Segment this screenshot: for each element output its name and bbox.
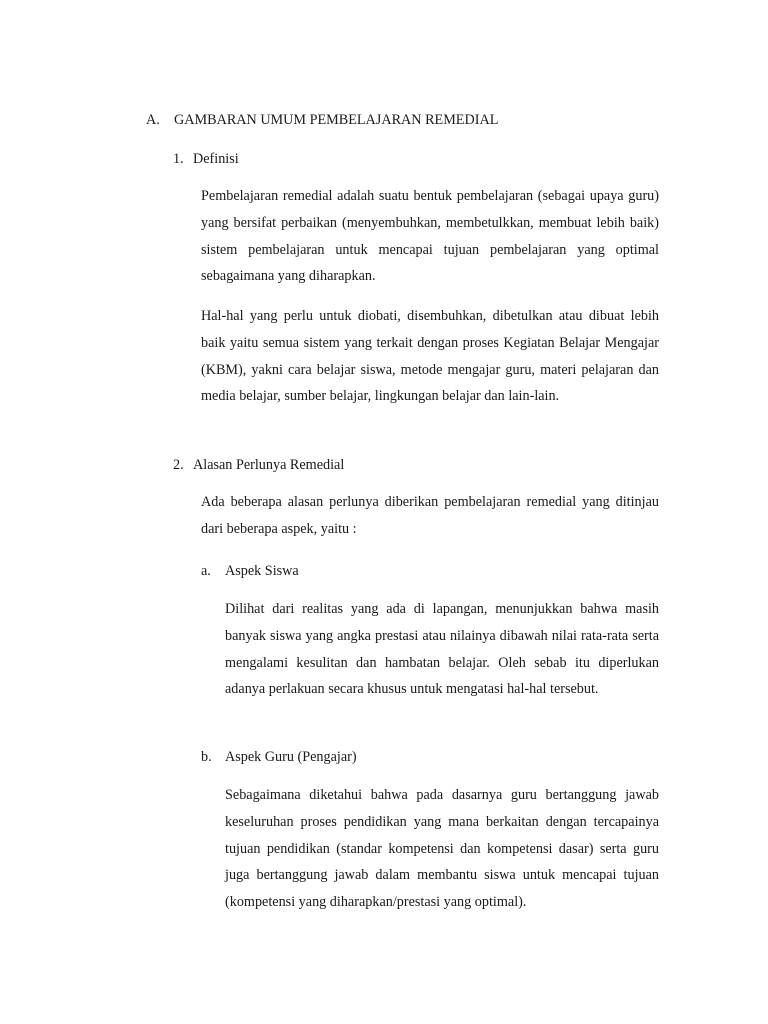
section-number: A. — [146, 112, 160, 128]
subsection-number: 1. — [173, 151, 184, 167]
aspect-letter: b. — [201, 749, 212, 765]
aspect-title: Aspek Siswa — [225, 563, 299, 579]
aspect-heading-guru — [201, 747, 357, 767]
definition-paragraph-2: Hal-hal yang perlu untuk diobati, disembuhkan, dibetulkan atau dibuat lebih baik yaitu semua sistem yang terkait dengan proses Kegiatan Belajar Mengajar (KBM), yakni cara belajar siswa, metode mengajar guru, materi pelajaran dan media belajar, sumber belajar, lingkungan belajar dan lain-lain. — [201, 308, 659, 405]
aspect-heading-siswa — [201, 561, 299, 581]
subsection-number: 2. — [173, 457, 184, 473]
aspect-title: Aspek Guru (Pengajar) — [225, 749, 357, 765]
section-title: GAMBARAN UMUM PEMBELAJARAN REMEDIAL — [174, 112, 499, 128]
subsection-title: Alasan Perlunya Remedial — [193, 457, 345, 473]
subsection-heading-alasan — [173, 455, 344, 475]
aspect-letter: a. — [201, 563, 211, 579]
subsection-title: Definisi — [193, 151, 239, 167]
aspect-guru-paragraph: Sebagaimana diketahui bahwa pada dasarnya guru bertanggung jawab keseluruhan proses pendidikan yang mana berkaitan dengan tercapainya tujuan pendidikan (standar kompetensi dan kompetensi dasar) serta guru juga bertanggung jawab dalam membantu siswa untuk mencapai tujuan (kompetensi yang diharapkan/prestasi yang optimal). — [225, 787, 659, 911]
subsection-heading-definisi — [173, 149, 239, 169]
section-heading — [146, 110, 646, 130]
definition-paragraph-1: Pembelajaran remedial adalah suatu bentuk pembelajaran (sebagai upaya guru) yang bersifat perbaikan (menyembuhkan, membetulkkan, membuat lebih baik) sistem pembelajaran untuk mencapai tujuan pembelajaran yang optimal sebagaimana yang diharapkan. — [201, 188, 659, 285]
alasan-intro-paragraph: Ada beberapa alasan perlunya diberikan pembelajaran remedial yang ditinjau dari beberapa aspek, yaitu : — [201, 494, 659, 537]
aspect-siswa-paragraph: Dilihat dari realitas yang ada di lapangan, menunjukkan bahwa masih banyak siswa yang angka prestasi atau nilainya dibawah nilai rata-rata serta mengalami kesulitan dan hambatan belajar. Oleh sebab itu diperlukan adanya perlakuan secara khusus untuk mengatasi hal-hal tersebut. — [225, 601, 659, 698]
